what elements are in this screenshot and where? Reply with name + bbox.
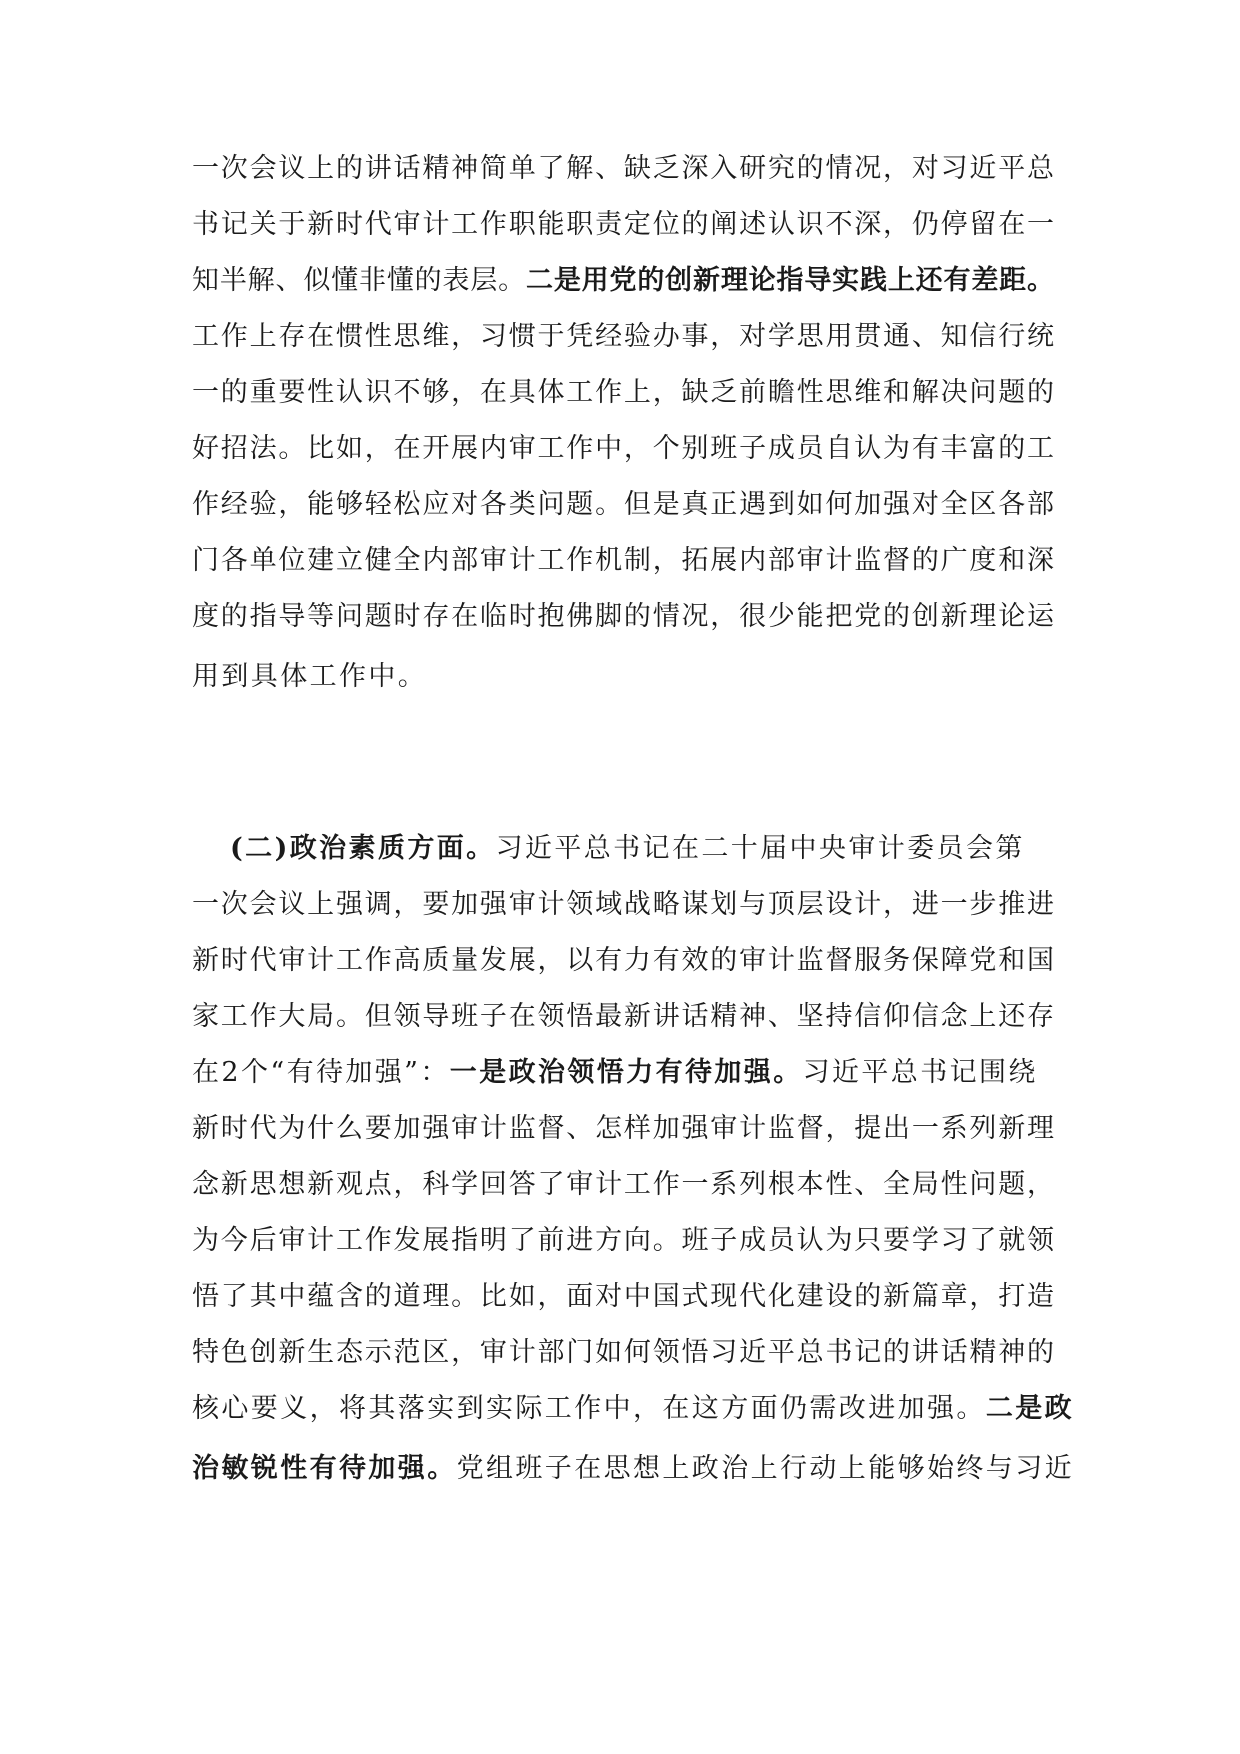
text-run: 党组班子在思想上政治上行动上能够始终与习近 xyxy=(456,1453,1075,1484)
bold-text-run: 二是用党的创新理论指导实践上还有差距。 xyxy=(526,265,1054,296)
text-run: 家工作大局。但领导班子在领悟最新讲话精神、坚持信仰信念上还存 xyxy=(192,1001,1054,1032)
bold-text-run: 治敏锐性有待加强。 xyxy=(192,1453,457,1484)
text-run: 门各单位建立健全内部审计工作机制，拓展内部审计监督的广度和深 xyxy=(192,545,1054,576)
text-line xyxy=(192,208,1054,242)
bold-text-run: 二是政 xyxy=(985,1393,1075,1424)
text-run: 在2个“有待加强”： xyxy=(192,1057,450,1088)
text-line xyxy=(192,888,1054,922)
text-run: 用到具体工作中。 xyxy=(192,661,428,692)
text-line xyxy=(192,320,1054,354)
text-line xyxy=(192,544,1054,578)
bold-text-run: 一是政治领悟力有待加强。 xyxy=(449,1057,803,1088)
text-run: 念新思想新观点，科学回答了审计工作一系列根本性、全局性问题， xyxy=(192,1169,1054,1200)
text-line xyxy=(192,1056,1054,1090)
text-line xyxy=(192,1224,1054,1258)
text-run: 特色创新生态示范区，审计部门如何领悟习近平总书记的讲话精神的 xyxy=(192,1337,1054,1368)
text-line xyxy=(192,1392,1075,1426)
text-line xyxy=(192,660,1054,694)
text-line xyxy=(192,1000,1054,1034)
text-run: 书记关于新时代审计工作职能职责定位的阐述认识不深，仍停留在一 xyxy=(192,209,1054,240)
text-line xyxy=(192,1336,1054,1370)
text-run: 新时代审计工作高质量发展，以有力有效的审计监督服务保障党和国 xyxy=(192,945,1054,976)
text-run: 作经验，能够轻松应对各类问题。但是真正遇到如何加强对全区各部 xyxy=(192,489,1054,520)
text-run: 习近平总书记在二十届中央审计委员会第 xyxy=(495,833,1025,864)
text-line xyxy=(192,944,1054,978)
bold-text-run: (二)政治素质方面。 xyxy=(230,833,496,864)
text-line xyxy=(192,376,1054,410)
text-line xyxy=(192,600,1054,634)
text-run: 好招法。比如，在开展内审工作中，个别班子成员自认为有丰富的工 xyxy=(192,433,1054,464)
text-run: 一的重要性认识不够，在具体工作上，缺乏前瞻性思维和解决问题的 xyxy=(192,377,1054,408)
text-line xyxy=(192,1168,1054,1202)
text-line xyxy=(192,432,1054,466)
text-line xyxy=(192,152,1054,186)
text-run: 度的指导等问题时存在临时抱佛脚的情况，很少能把党的创新理论运 xyxy=(192,601,1054,632)
text-run: 为今后审计工作发展指明了前进方向。班子成员认为只要学习了就领 xyxy=(192,1225,1054,1256)
text-line xyxy=(192,264,1054,298)
text-run: 悟了其中蕴含的道理。比如，面对中国式现代化建设的新篇章，打造 xyxy=(192,1281,1054,1312)
text-line xyxy=(230,832,1054,866)
text-run: 一次会议上的讲话精神简单了解、缺乏深入研究的情况，对习近平总 xyxy=(192,153,1054,184)
text-line xyxy=(192,488,1054,522)
text-line xyxy=(192,1452,1075,1486)
text-run: 习近平总书记围绕 xyxy=(802,1057,1038,1088)
text-run: 工作上存在惯性思维，习惯于凭经验办事，对学思用贯通、知信行统 xyxy=(192,321,1054,352)
text-run: 知半解、似懂非懂的表层。 xyxy=(192,265,526,296)
text-line xyxy=(192,1112,1054,1146)
text-line xyxy=(192,1280,1054,1314)
text-run: 一次会议上强调，要加强审计领域战略谋划与顶层设计，进一步推进 xyxy=(192,889,1054,920)
text-run: 新时代为什么要加强审计监督、怎样加强审计监督，提出一系列新理 xyxy=(192,1113,1054,1144)
text-run: 核心要义，将其落实到实际工作中，在这方面仍需改进加强。 xyxy=(192,1393,986,1424)
